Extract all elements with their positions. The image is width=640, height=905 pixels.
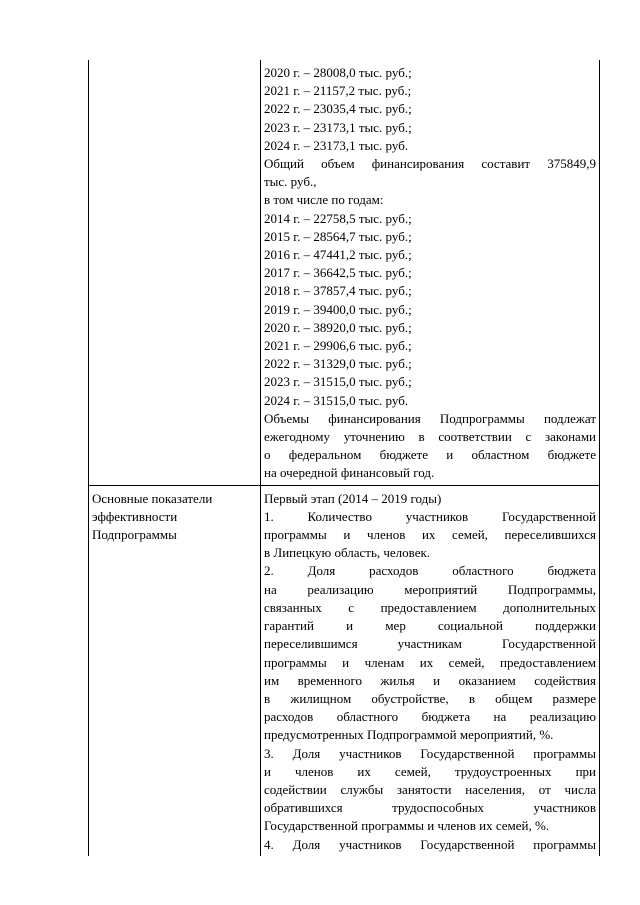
year-amount-line: 2020 г. – 38920,0 тыс. руб.; bbox=[264, 319, 412, 335]
year-amount-line: 2014 г. – 22758,5 тыс. руб.; bbox=[264, 210, 412, 226]
year-amount-line: 2022 г. – 23035,4 тыс. руб.; bbox=[264, 101, 412, 117]
year-amount-line: 2017 г. – 36642,5 тыс. руб.; bbox=[264, 265, 412, 281]
year-amount-line: 2018 г. – 37857,4 тыс. руб.; bbox=[264, 283, 412, 299]
financing-content-cell bbox=[261, 60, 600, 485]
financing-label-cell bbox=[89, 60, 261, 485]
financing-note-text: Объемы финансирования Подпрограммы подлежат ежегодному уточнению в соответствии с законами о федеральном бюджете и областном бюджете на очередной финансовый год. bbox=[264, 410, 596, 481]
by-years-caption: в том числе по годам: bbox=[264, 192, 384, 208]
year-amount-line: 2020 г. – 28008,0 тыс. руб.; bbox=[264, 65, 412, 80]
indicator-item-1: 1. Количество участников Государственной программы и членов их семей, переселившихся в Липецкую область, человек. bbox=[264, 508, 596, 561]
indicator-item-3: 3. Доля участников Государственной программы и членов их семей, трудоустроенных при содействии службы занятости населения, от числа обратившихся трудоспособных участников Государственной программы и членов их семей, %. bbox=[264, 745, 596, 834]
year-amount-line: 2023 г. – 31515,0 тыс. руб.; bbox=[264, 374, 412, 390]
passport-table bbox=[88, 60, 600, 856]
year-amount-line: 2024 г. – 23173,1 тыс. руб. bbox=[264, 137, 409, 153]
year-amount-line: 2024 г. – 31515,0 тыс. руб. bbox=[264, 392, 409, 408]
year-amount-line: 2016 г. – 47441,2 тыс. руб.; bbox=[264, 247, 412, 263]
indicators-label-cell: Основные показатели эффективности Подпрограммы bbox=[89, 485, 261, 856]
total-financing-text: Общий объем финансирования составит 375849,9 тыс. руб., bbox=[264, 156, 596, 190]
indicator-item-4: 4. Доля участников Государственной программы bbox=[264, 836, 596, 852]
year-amount-line: 2015 г. – 28564,7 тыс. руб.; bbox=[264, 228, 412, 244]
indicators-content-cell bbox=[261, 485, 600, 856]
table-row-indicators bbox=[89, 485, 600, 856]
table-row-financing-continued bbox=[89, 60, 600, 485]
stage-heading: Первый этап (2014 – 2019 годы) bbox=[264, 490, 442, 506]
year-amount-line: 2022 г. – 31329,0 тыс. руб.; bbox=[264, 356, 412, 372]
year-amount-line: 2021 г. – 29906,6 тыс. руб.; bbox=[264, 338, 412, 354]
year-amount-line: 2023 г. – 23173,1 тыс. руб.; bbox=[264, 119, 412, 135]
indicator-item-2: 2. Доля расходов областного бюджета на реализацию мероприятий Подпрограммы, связанных с предоставлением дополнительных гарантий и мер социальной поддержки переселившимся участникам Государственной программы и членам их семей, предоставлением им временного жилья и оказанием содействия в жилищном обустройстве, в общем размере расходов областного бюджета на реализацию предусмотренных Подпрограммой мероприятий, %. bbox=[264, 563, 596, 743]
year-amount-line: 2019 г. – 39400,0 тыс. руб.; bbox=[264, 301, 412, 317]
year-amount-line: 2021 г. – 21157,2 тыс. руб.; bbox=[264, 83, 412, 99]
